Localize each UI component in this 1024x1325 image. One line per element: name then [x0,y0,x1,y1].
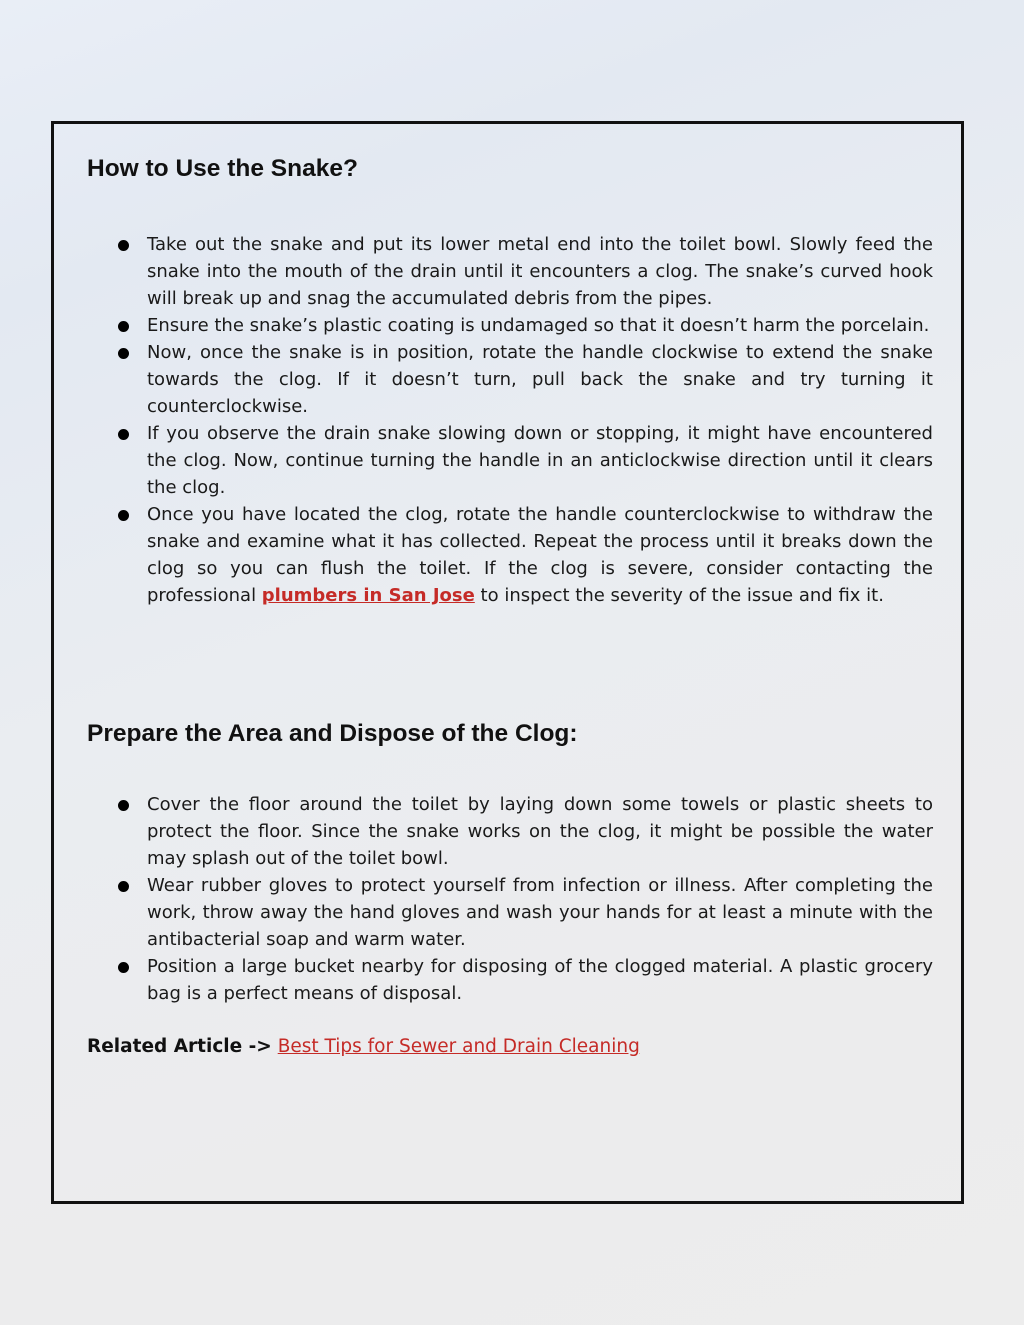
bullet-list-prepare-area [87,791,933,1007]
list-item-text: Position a large bucket nearby for disposing of the clogged material. A plastic grocery bag is a perfect means of disposal. [147,956,933,1004]
list-item-text: If you observe the drain snake slowing down or stopping, it might have encountered the clog. Now, continue turning the handle in an anticlockwise direction until it clears the clog. [147,423,933,498]
related-article [87,1033,640,1060]
list-item [87,501,933,609]
list-item [87,231,933,312]
related-article-label: Related Article -> [87,1036,272,1057]
list-item [87,953,933,1007]
section-heading-use-snake: How to Use the Snake? [87,155,358,182]
list-item-text: Now, once the snake is in position, rotate the handle clockwise to extend the snake towards the clog. If it doesn’t turn, pull back the snake and try turning it counterclockwise. [147,342,933,417]
list-item-text: Take out the snake and put its lower metal end into the toilet bowl. Slowly feed the snake into the mouth of the drain until it encounters a clog. The snake’s curved hook will break up and snag the accumulated debris from the pipes. [147,234,933,309]
bullet-icon [118,510,129,521]
list-item-text: Cover the floor around the toilet by laying down some towels or plastic sheets to protect the floor. Since the snake works on the clog, it might be possible the water may splash out of the toilet bowl. [147,794,933,869]
bullet-icon [118,348,129,359]
section-heading-prepare-area: Prepare the Area and Dispose of the Clog: [87,720,578,747]
list-item [87,872,933,953]
list-item-text: Ensure the snake’s plastic coating is undamaged so that it doesn’t harm the porcelain. [147,315,930,336]
bullet-icon [118,240,129,251]
bullet-icon [118,800,129,811]
bullet-icon [118,881,129,892]
list-item [87,420,933,501]
list-item-text: Wear rubber gloves to protect yourself from infection or illness. After completing the work, throw away the hand gloves and wash your hands for at least a minute with the antibacterial soap and warm water. [147,875,933,950]
bullet-icon [118,321,129,332]
list-item-text-before-link: Once you have located the clog, rotate the handle counterclockwise to withdraw the snake and examine what it has collected. Repeat the process until it breaks down the clog so you can flush the toilet. If the clog is severe, consider contacting the professional [147,504,933,606]
list-item [87,791,933,872]
list-item-text-after-link: to inspect the severity of the issue and fix it. [474,585,884,606]
list-item [87,339,933,420]
list-item [87,312,933,339]
content-frame [51,121,964,1204]
bullet-icon [118,962,129,973]
plumbers-link[interactable]: plumbers in San Jose [261,585,475,606]
related-article-link[interactable]: Best Tips for Sewer and Drain Cleaning [277,1036,640,1057]
bullet-icon [118,429,129,440]
bullet-list-use-snake [87,231,933,609]
